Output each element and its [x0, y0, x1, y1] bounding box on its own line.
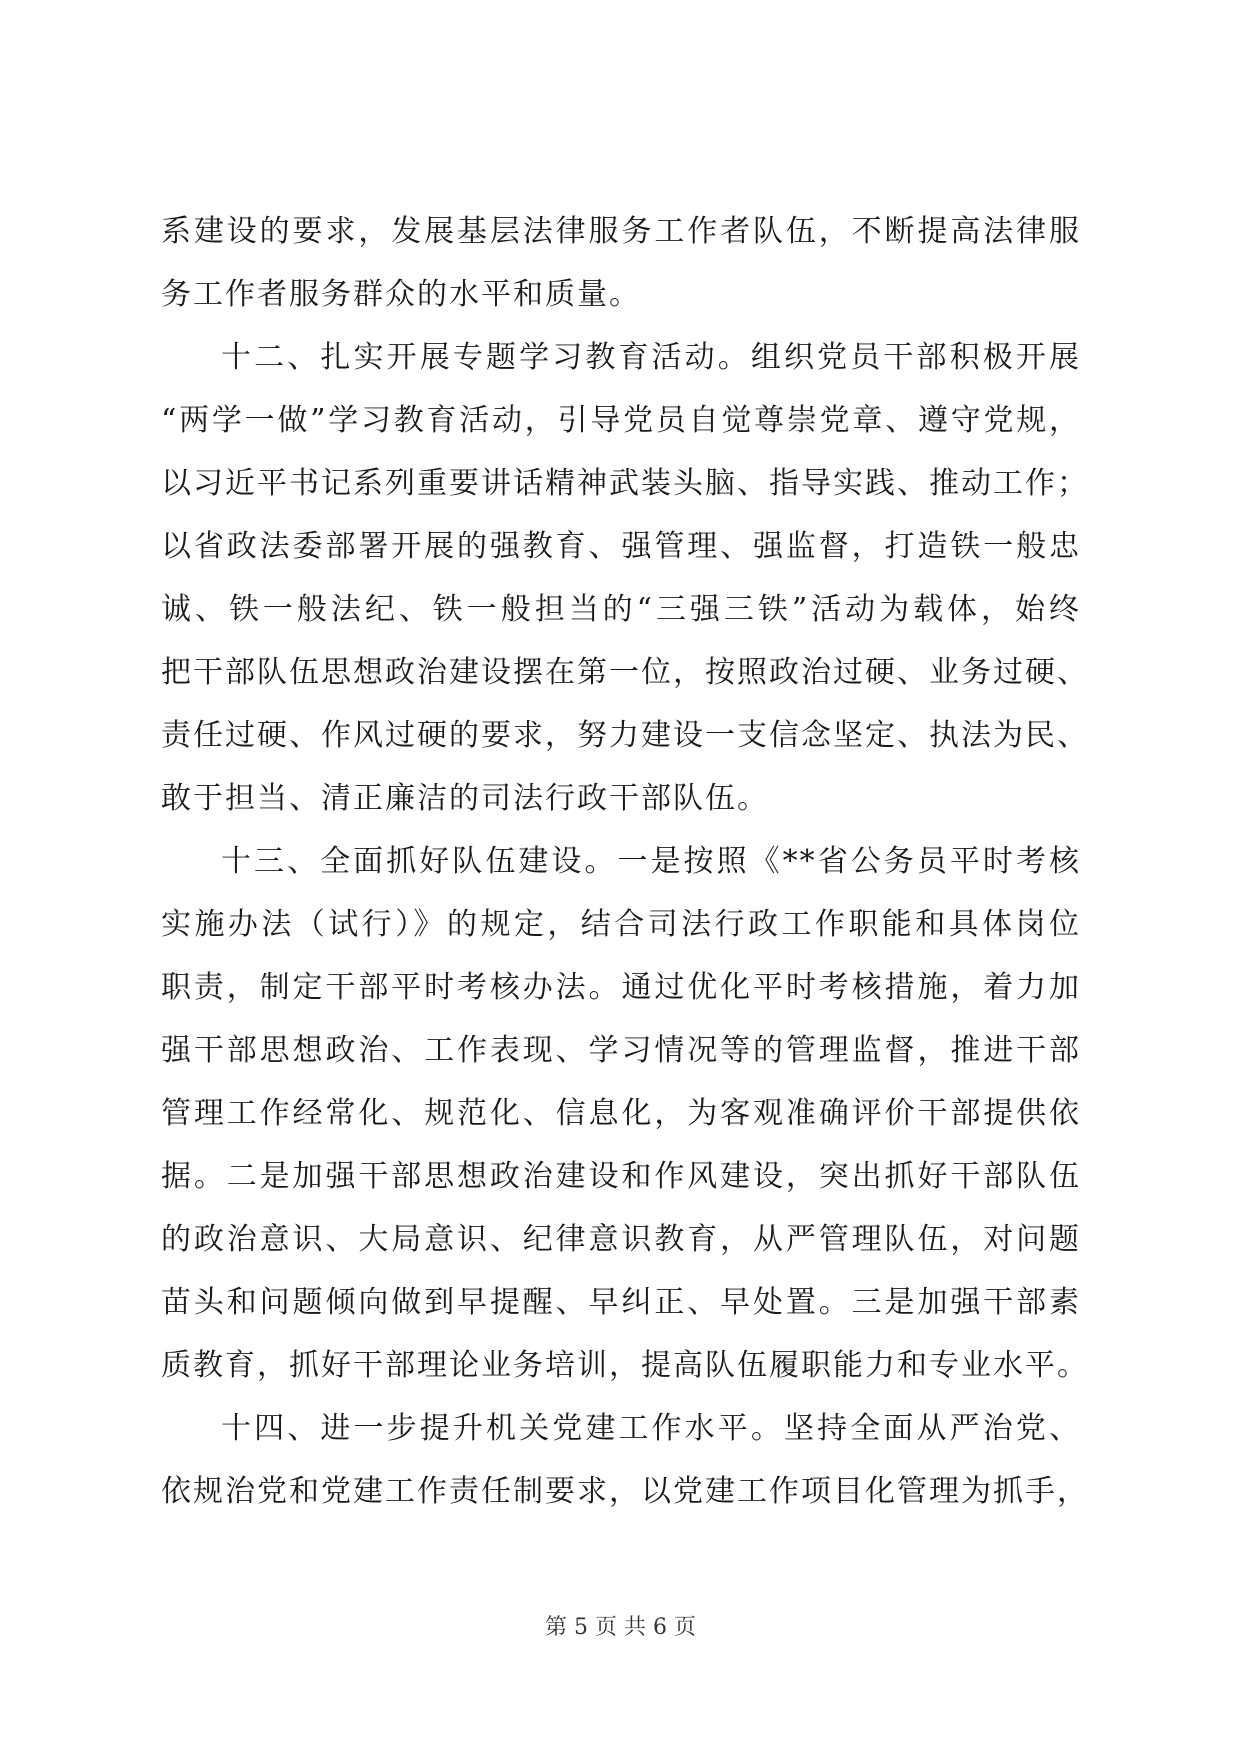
text-line: 十四、进一步提升机关党建工作水平。坚持全面从严治党、 — [221, 1411, 1081, 1446]
page-number-footer: 第 5 页 共 6 页 — [545, 1615, 696, 1640]
text-line: 强干部思想政治、工作表现、学习情况等的管理监督，推进干部 — [161, 1033, 1081, 1068]
text-line: 苗头和问题倾向做到早提醒、早纠正、早处置。三是加强干部素 — [161, 1285, 1081, 1320]
paragraph-continuation — [161, 200, 1081, 326]
text-line: 十三、全面抓好队伍建设。一是按照《**省公务员平时考核 — [221, 844, 1081, 879]
text-line: 诚、铁一般法纪、铁一般担当的“三强三铁”活动为载体，始终 — [161, 592, 1081, 627]
paragraph-item-13 — [161, 830, 1089, 1397]
text-line: 实施办法（试行）》的规定，结合司法行政工作职能和具体岗位 — [161, 907, 1081, 942]
text-line: 敢于担当、清正廉洁的司法行政干部队伍。 — [161, 781, 769, 816]
text-line: 的政治意识、大局意识、纪律意识教育，从严管理队伍，对问题 — [161, 1222, 1081, 1257]
text-line: 责任过硬、作风过硬的要求，努力建设一支信念坚定、执法为民、 — [161, 718, 1089, 753]
text-line: 质教育，抓好干部理论业务培训，提高队伍履职能力和专业水平。 — [161, 1348, 1089, 1383]
text-line: 务工作者服务群众的水平和质量。 — [161, 277, 641, 312]
document-body — [161, 200, 1089, 1523]
text-line: 职责，制定干部平时考核办法。通过优化平时考核措施，着力加 — [161, 970, 1081, 1005]
text-line: 依规治党和党建工作责任制要求，以党建工作项目化管理为抓手， — [161, 1474, 1089, 1509]
paragraph-item-12 — [161, 326, 1089, 830]
paragraph-item-14 — [161, 1397, 1089, 1523]
text-line: 据。二是加强干部思想政治建设和作风建设，突出抓好干部队伍 — [161, 1159, 1081, 1194]
text-line: 十二、扎实开展专题学习教育活动。组织党员干部积极开展 — [221, 340, 1081, 375]
text-line: 系建设的要求，发展基层法律服务工作者队伍，不断提高法律服 — [161, 214, 1081, 249]
text-line: 把干部队伍思想政治建设摆在第一位，按照政治过硬、业务过硬、 — [161, 655, 1089, 690]
text-line: “两学一做”学习教育活动，引导党员自觉尊崇党章、遵守党规， — [161, 403, 1081, 438]
text-line: 管理工作经常化、规范化、信息化，为客观准确评价干部提供依 — [161, 1096, 1081, 1131]
text-line: 以习近平书记系列重要讲话精神武装头脑、指导实践、推动工作； — [161, 466, 1089, 501]
text-line: 以省政法委部署开展的强教育、强管理、强监督，打造铁一般忠 — [161, 529, 1081, 564]
